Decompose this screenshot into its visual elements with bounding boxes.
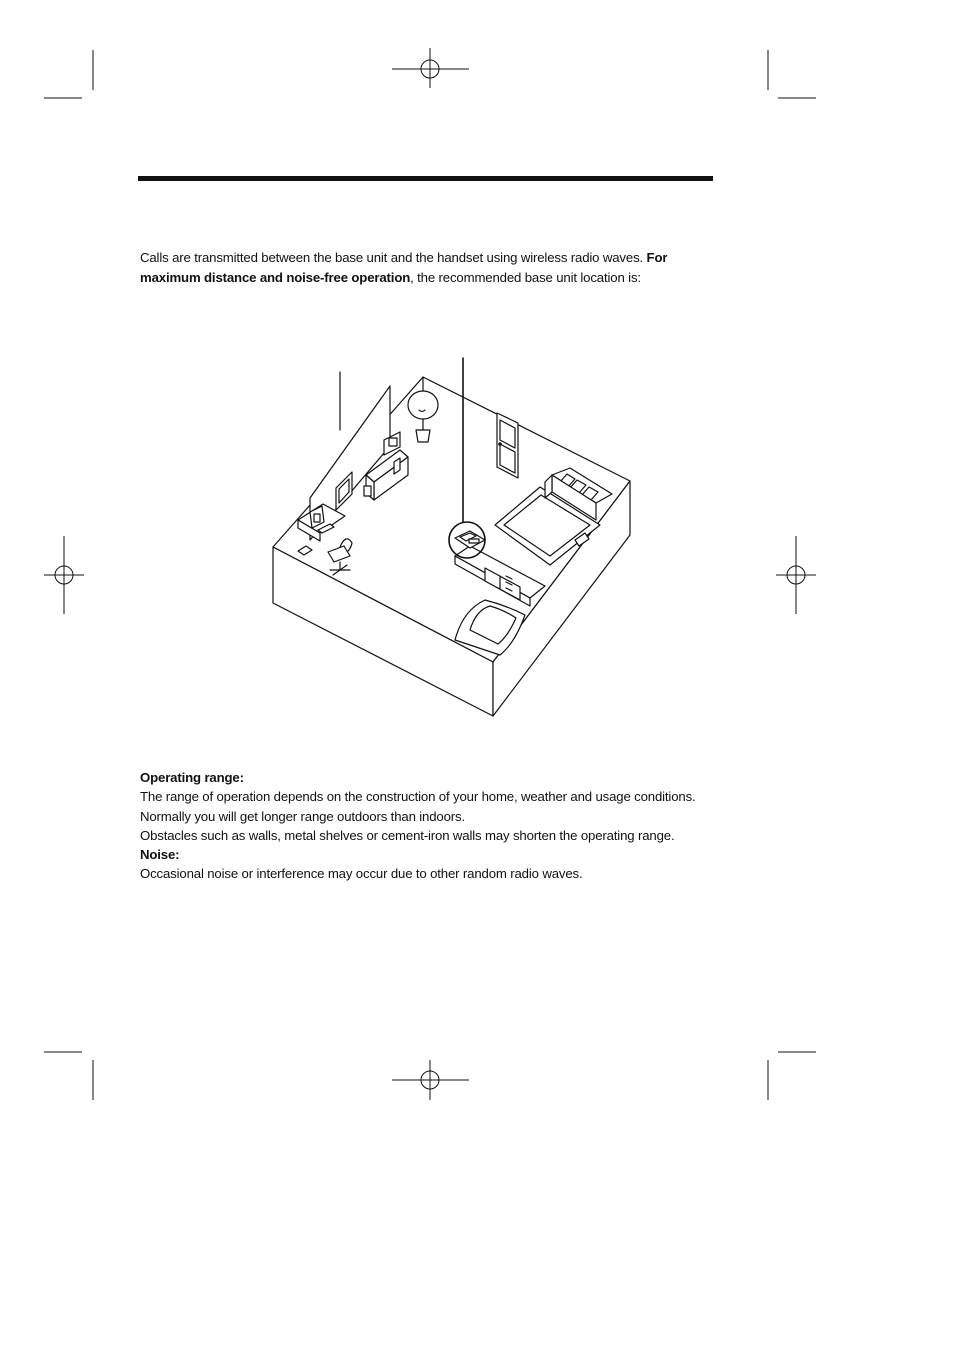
operating-range-heading: Operating range: — [140, 770, 244, 785]
operating-range-line: The range of operation depends on the construction of your home, weather and usage conditions. — [140, 789, 696, 805]
intro-text: Calls are transmitted between the base unit and the handset using wireless radio waves. — [140, 250, 647, 265]
operating-range-line: Normally you will get longer range outdoors than indoors. — [140, 808, 465, 824]
noise-heading: Noise: — [140, 847, 180, 863]
waste-bin — [364, 486, 371, 496]
noise-line: Occasional noise or interference may occur due to other random radio waves. — [140, 866, 583, 882]
operating-range-line: Obstacles such as walls, metal shelves or cement-iron walls may shorten the operating range. — [140, 827, 675, 843]
door — [497, 413, 518, 478]
intro-bold-text: For maximum distance and noise-free operation — [140, 250, 668, 285]
notes-section — [140, 768, 740, 884]
intro-text-after: , the recommended base unit location is: — [410, 269, 641, 285]
